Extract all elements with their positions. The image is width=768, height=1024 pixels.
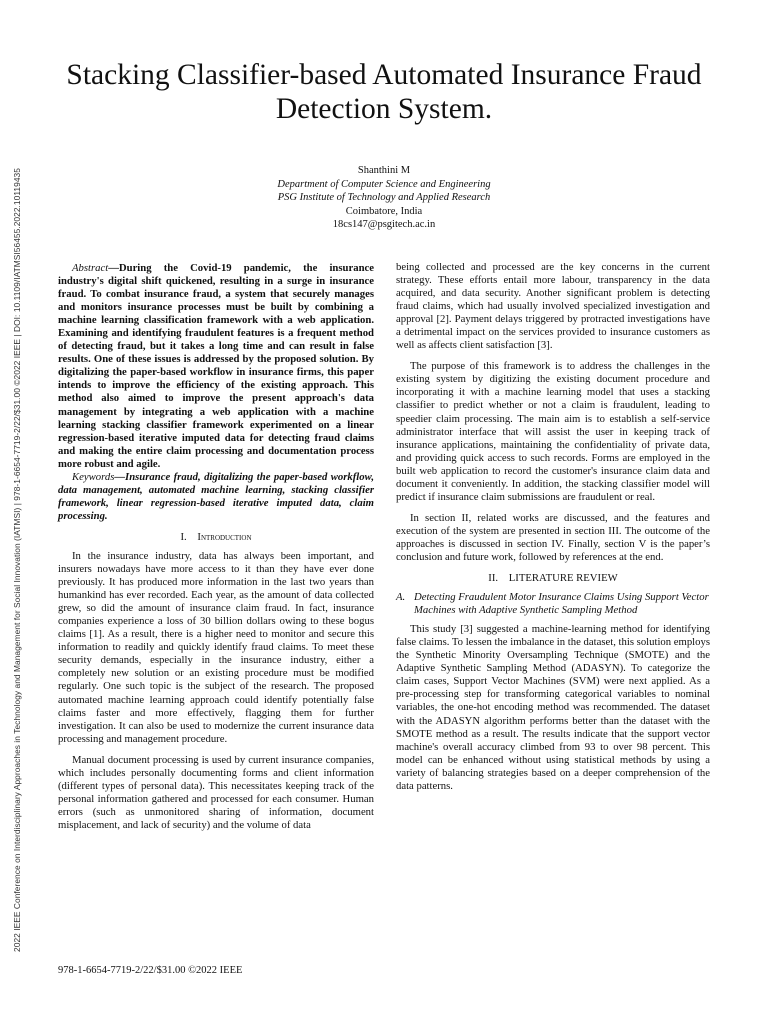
- section-title: LITERATURE REVIEW: [508, 572, 618, 585]
- literature-paragraph-1: This study [3] suggested a machine-learning method for identifying false claims. To lessen the imbalance in the dataset, this solution employs the Synthetic Minority Oversampling Technique (SMOTE) and the Adaptive Synthetic Sampling Method (ADASYN). To categorize the claim cases, Support Vector Machines (SVM) were next applied. As a pre-processing step for transforming categorical variables to nominal variables, the one-hot encoding method was recommended. The dataset with the ADASYN algorithm performs better than the dataset with the SMOTE method as a result. The results indicate that the support vector machine's overall accuracy climbed from 93 to over 98 percent. This model can be enhanced without using statistical methods by using a variety of balancing strategies based on a deeper comprehension of the data patterns.: [396, 623, 710, 792]
- author-location: Coimbatore, India: [345, 205, 423, 217]
- section-number: II.: [488, 572, 499, 585]
- abstract: [58, 262, 374, 471]
- section-title: Introduction: [197, 530, 252, 543]
- intro-paragraph-1: In the insurance industry, data has always been important, and insurers nowadays have more access to it than they have ever done previously. It has produced more information in the last two years than humankind has ever recorded. Each year, as the amount of data collected grew, so did the amount of insurance claim fraud. In fact, insurance companies experience a loss of 30 billion dollars owing to these bogus claims [1]. As a result, there is a higher need to monitor and secure this information to readily and quickly identify fraud claims. To meet these security demands, especially in the insurance industry, either a completely new solution or an existing procedure must be modified regularly. One such topic is the subject of the research. The proposed automated machine learning approach could identify potentially false claims faster and more effectively, flagging them for further investigation. It can also be used to modernize the current insurance data processing and management procedure.: [58, 549, 374, 745]
- keywords-label: Keywords: [72, 470, 115, 483]
- abstract-text: —During the Covid-19 pandemic, the insurance industry's digital shift quickened, resulting in a surge in insurance fraud. To combat insurance fraud, a system that securely manages and monitors insurance processes must be built by combining a machine learning classification framework with a web application. Examining and identifying fraudulent features is a frequent method of detecting fraud, but it takes a long time and can result in false results. One of these issues is addressed by the proposed solution. By digitalizing the paper-based workflow in insurance firms, this paper intends to improve the efficiency of the existing approach. This method also aimed to improve the present approach's data management by integrating a web application with a machine learning stacking classifier framework experimented on a linear regression-based iterative imputed data for detecting fraud claims and making the entire claim processing and documentation process more robust and agile.: [58, 262, 374, 470]
- abstract-label: Abstract: [72, 262, 109, 274]
- doi-sideline-text: 2022 IEEE Conference on Interdisciplinary Approaches in Technology and Management for Social Innovation (IATMSI) | 978-1-6654-7719-2/22/$31.00 ©2022 IEEE | DOI: 10.1109/IATMSI56455.2022.10119435: [12, 168, 23, 952]
- section-number: I.: [180, 530, 187, 543]
- subsection-heading: [396, 591, 710, 617]
- keywords: [58, 471, 374, 523]
- author-name: Shanthini M: [357, 165, 411, 176]
- author-block: [184, 164, 584, 232]
- author-department: Department of Computer Science and Engineering: [277, 178, 491, 190]
- subsection-title: Detecting Fraudulent Motor Insurance Claims Using Support Vector Machines with Adaptive Synthetic Sampling Method: [414, 591, 709, 617]
- doi-sideline: [0, 130, 34, 990]
- right-paragraph-3: In section II, related works are discussed, and the features and execution of the system are presented in section III. The outcome of the approaches is discussed in section IV. Finally, section V is the paper’s conclusion and future work, followed by references at the end.: [396, 511, 710, 563]
- author-email: 18cs147@psgitech.ac.in: [332, 219, 436, 231]
- page-footer: 978-1-6654-7719-2/22/$31.00 ©2022 IEEE: [58, 965, 243, 976]
- right-paragraph-2: The purpose of this framework is to address the challenges in the existing system by digitizing the existing document procedure and incorporating it with a machine learning model that uses a stacking classifier to predict whether or not a claim is fraudulent, leading to speedier claim processing. The main aim is to establish a self-service administrator interface that will assist the user in keeping track of insurance applications, maintaining the confidentiality of private data, and providing quick access to such records. Forms are employed in the built web application to record the customer's insurance claim data and document it conveniently. In addition, the stacking classifier model will predict if insurance claim submissions are fraudulent or real.: [396, 360, 710, 503]
- intro-paragraph-2: Manual document processing is used by current insurance companies, which includes personally documenting forms and client information (different types of personal data). This necessitates keeping track of the personal information gathered and processed for each consumer. Human errors (such as unmonitored sharing of information, document misplacement, and lack of security) and the volume of data: [58, 753, 374, 831]
- right-paragraph-1: being collected and processed are the key concerns in the current strategy. These efforts entail more labour, transparency in the data acquired, and data security. Another significant problem is detecting fraud claims, which had usually involved specialized investigation and approval [2]. Payment delays triggered by protracted investigations have a detrimental impact on the services provided to insurance customers as well as affects client satisfaction [3].: [396, 261, 710, 352]
- right-column: [396, 261, 710, 793]
- section-heading-literature-review: [396, 572, 710, 585]
- subsection-label: A.: [396, 591, 406, 604]
- paper-title: Stacking Classifier-based Automated Insurance Fraud Detection System.: [66, 59, 702, 125]
- keywords-text: —Insurance fraud, digitalizing the paper-based workflow, data management, automated machine learning, stacking classifier framework, linear regression-based iterative imputed data, claim processing.: [58, 470, 374, 522]
- section-heading-introduction: [58, 531, 374, 544]
- left-column: [58, 262, 374, 832]
- author-institute: PSG Institute of Technology and Applied Research: [277, 192, 491, 204]
